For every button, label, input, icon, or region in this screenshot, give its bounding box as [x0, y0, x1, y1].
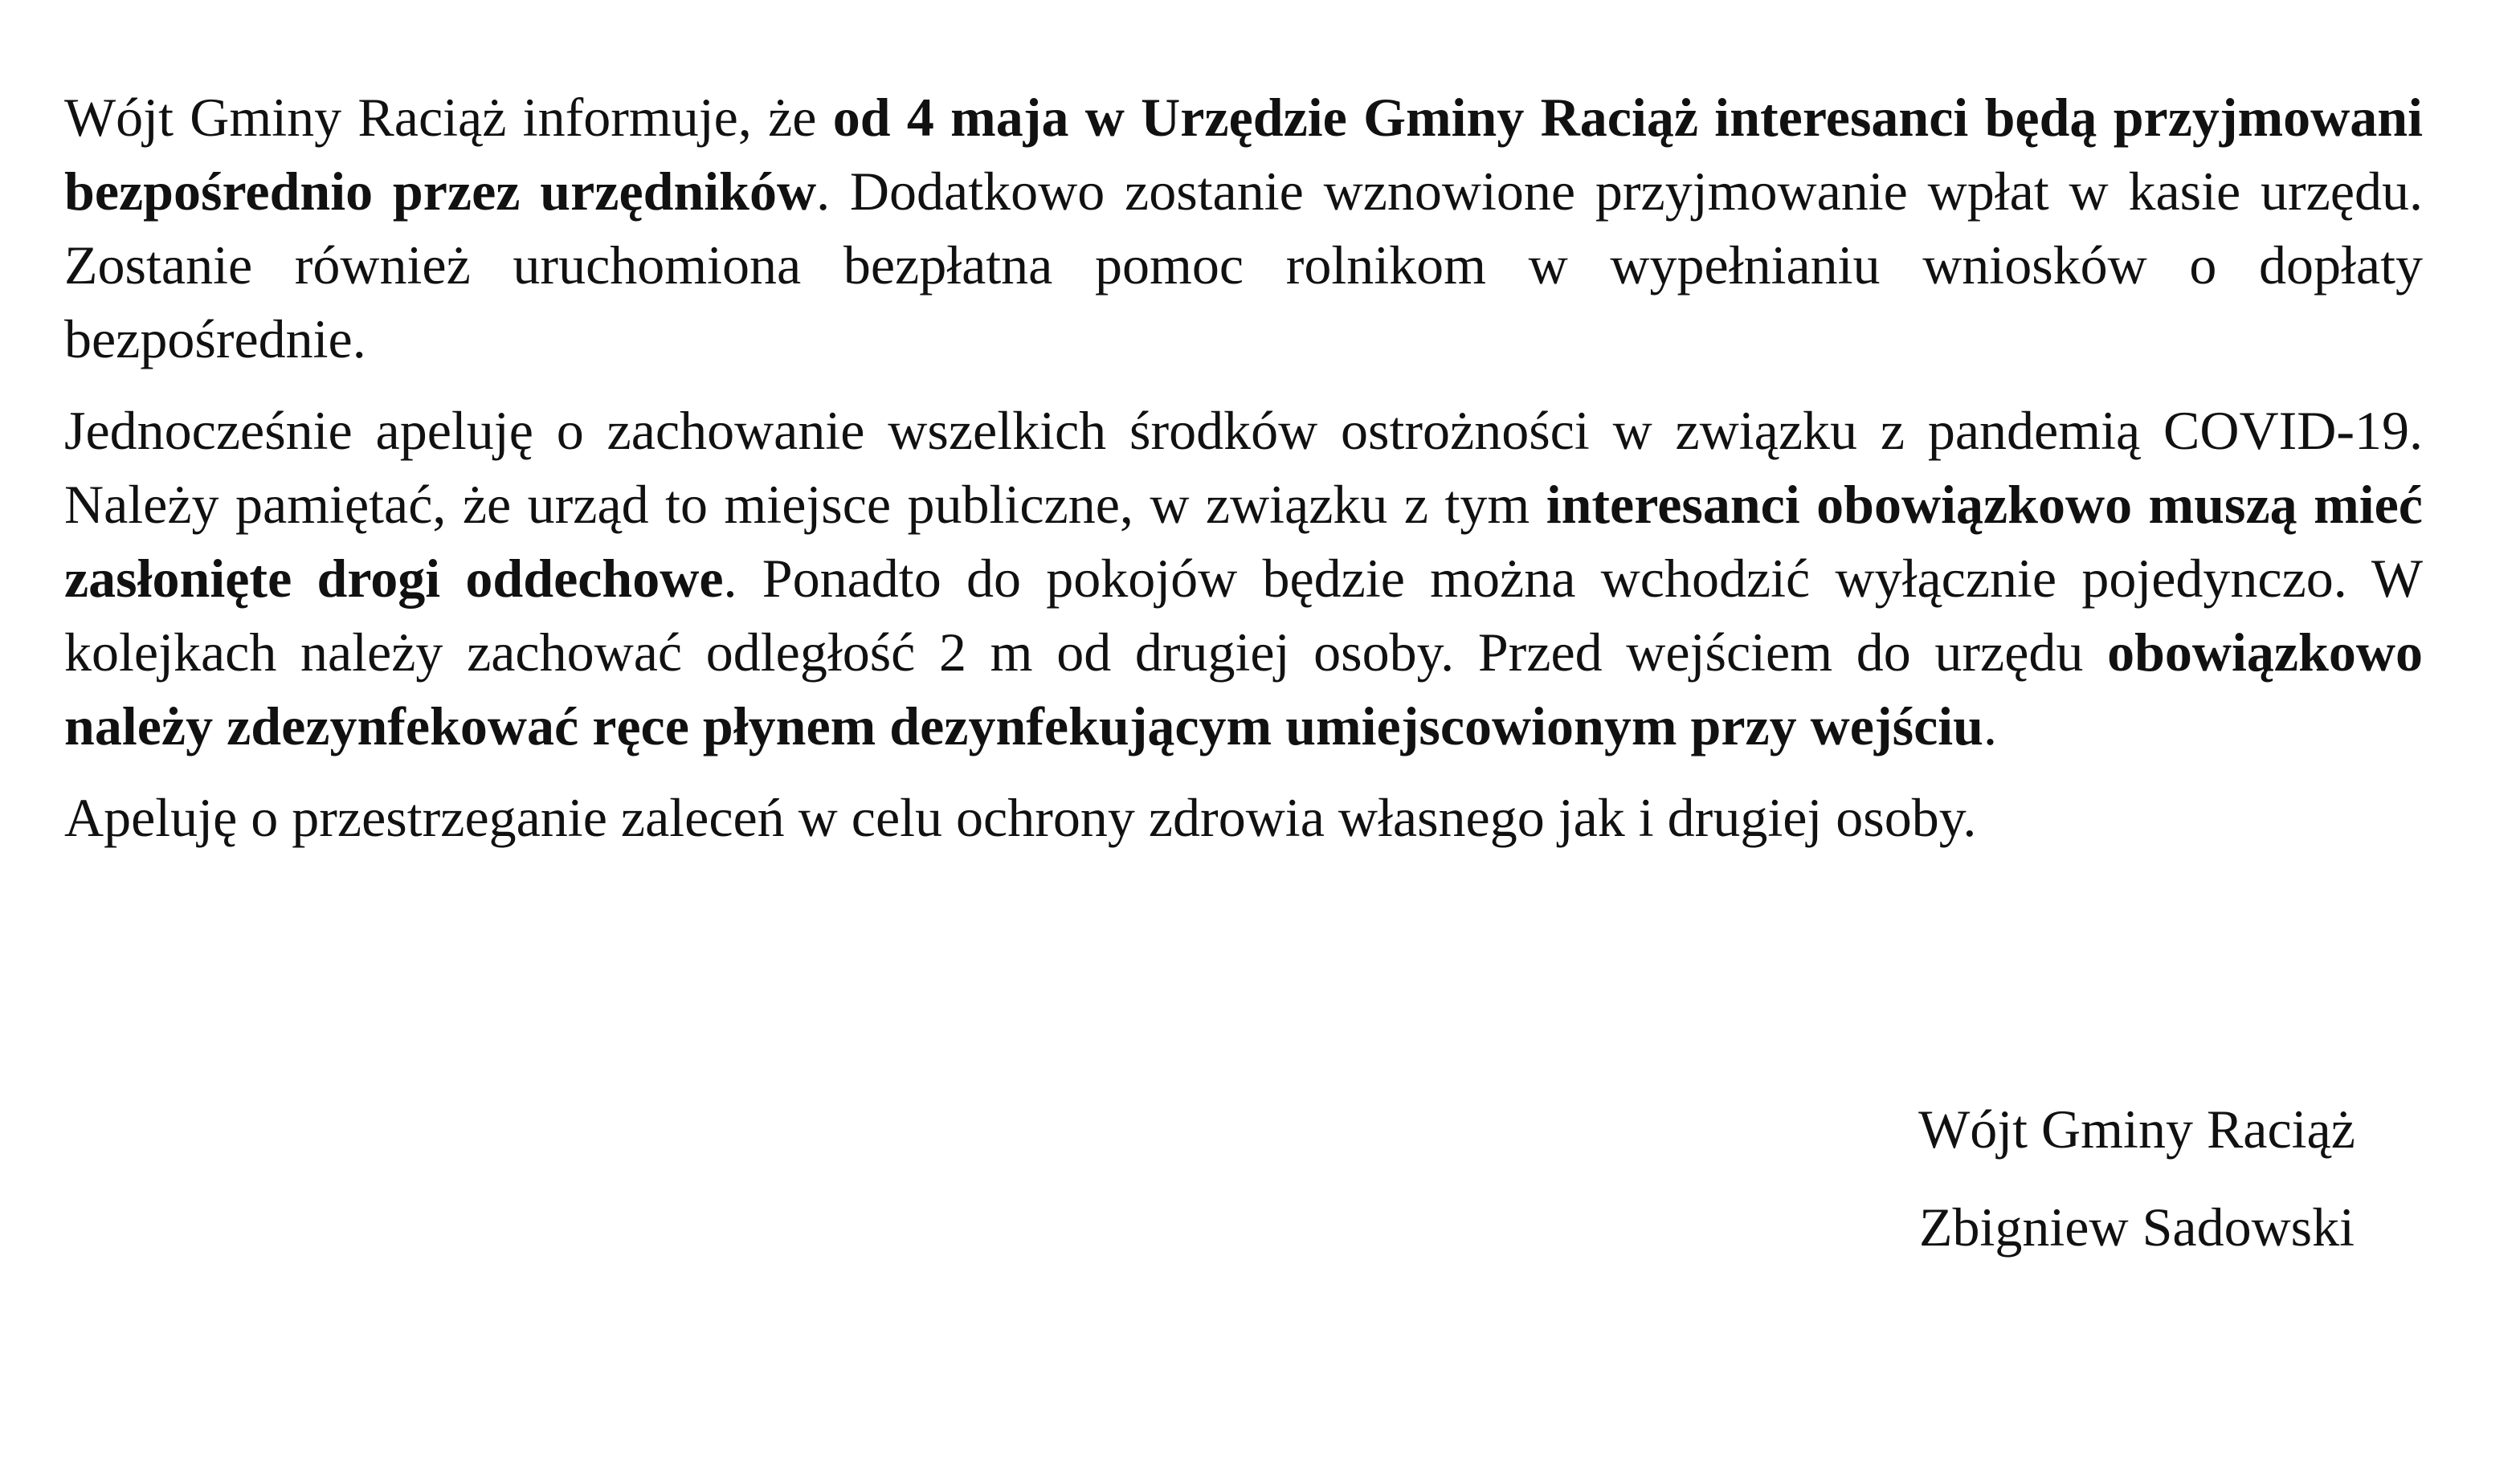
paragraph-1-run-2: od 4 maja w Urzędzie Gminy Raciąż interesanci będą przyjmowani bezpośrednio przez urzędników [64, 87, 2423, 222]
paragraph-1-run-1: Wójt Gminy Raciąż informuje, że [64, 87, 833, 148]
paragraph-2-run-1: Jednocześnie apeluję o zachowanie wszelkich środków ostrożności w związku z pandemią COVID-19. Należy pamiętać, że urząd to miejsce publiczne, w związku z tym [64, 400, 2423, 535]
paragraph-1-run-3: . Dodatkowo zostanie wznowione przyjmowanie wpłat w kasie urzędu. Zostanie również uruchomiona bezpłatna pomoc rolnikom w wypełnianiu wniosków o dopłaty bezpośrednie. [64, 161, 2423, 369]
signature-title: Wójt Gminy Raciąż [1918, 1099, 2355, 1160]
paragraph-3-run-1: Apeluję o przestrzeganie zaleceń w celu ochrony zdrowia własnego jak i drugiej osoby. [64, 787, 1977, 848]
paragraph-3 [64, 781, 2423, 854]
signature-block [1848, 1092, 2426, 1288]
paragraph-1 [64, 80, 2423, 376]
paragraph-2 [64, 393, 2423, 763]
paragraph-2-run-3: . Ponadto do pokojów będzie można wchodzić wyłącznie pojedynczo. W kolejkach należy zachować odległość 2 m od drugiej osoby. Przed wejściem do urzędu [64, 548, 2424, 683]
paragraph-2-run-2: interesanci obowiązkowo muszą mieć zasłonięte drogi oddechowe [64, 474, 2423, 609]
paragraph-2-run-4: obowiązkowo należy zdezynfekować ręce płynem dezynfekującym umiejscowionym przy wejściu [64, 622, 2423, 756]
announcement-body [64, 80, 2423, 872]
signature-name: Zbigniew Sadowski [1918, 1197, 2355, 1258]
paragraph-2-run-5: . [1983, 695, 1997, 756]
